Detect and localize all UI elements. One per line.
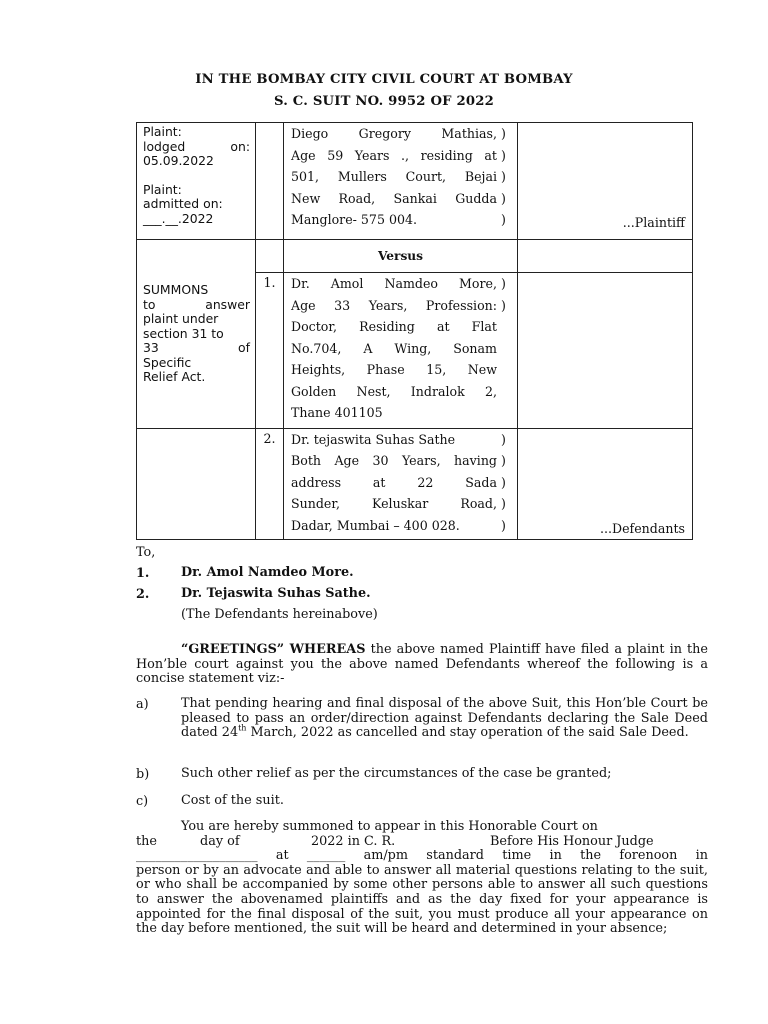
sidebar-lodged-line: lodged on:	[143, 138, 250, 154]
bracket-mark: )	[501, 190, 506, 206]
sidebar-lodged-date: 05.09.2022	[143, 153, 214, 168]
relief-label: c)	[136, 794, 149, 809]
relief-superscript: th	[238, 723, 247, 733]
cause-title-table	[136, 122, 693, 540]
bracket-column	[499, 123, 518, 240]
defendant-1-line: No.704, A Wing, Sonam	[291, 340, 497, 356]
plaintiff-details	[284, 123, 500, 240]
sidebar-summons-line: to answer	[143, 296, 250, 312]
defendant-1-line: Doctor, Residing at Flat	[291, 319, 497, 334]
bracket-mark: )	[501, 431, 506, 447]
summons-line: You are hereby summoned to appear in this Honorable Court on	[181, 819, 598, 834]
bracket-mark: )	[501, 474, 506, 490]
addressee-number: 2.	[136, 587, 150, 602]
defendants-role: ...Defendants	[518, 428, 693, 540]
versus-role-cell	[518, 240, 693, 273]
bracket-mark: )	[501, 147, 506, 163]
sidebar-summons-line: section 31 to	[143, 325, 224, 341]
summons-fragment: Before His Honour Judge	[490, 833, 654, 849]
defendant-2-line: Both Age 30 Years, having	[291, 453, 497, 468]
summons-fragment: day of	[200, 833, 240, 849]
plaintiff-role: ...Plaintiff	[518, 123, 693, 240]
relief-text-part: That pending hearing and final disposal of the above Suit, this Hon’ble Court be pleased to pass an order/direction against Defendants declaring the Sale Deed dated 24	[181, 696, 708, 741]
relief-text: Such other relief as per the circumstances of the case be granted;	[181, 766, 612, 781]
versus-label: Versus	[284, 240, 518, 273]
relief-text: Cost of the suit.	[181, 793, 284, 808]
addressee-number: 1.	[136, 566, 150, 581]
defendant-2-number: 2.	[256, 428, 284, 540]
sidebar-empty	[137, 428, 256, 540]
sidebar-admitted-line: admitted on:	[143, 196, 223, 211]
sidebar-admitted-date: ___.__.2022	[143, 210, 214, 226]
bracket-mark: )	[501, 169, 506, 184]
greetings-heading: “GREETINGS” WHEREAS	[181, 642, 366, 657]
defendant-1-line: Age 33 Years, Profession:	[291, 297, 497, 313]
addressee-name: Dr. Tejaswita Suhas Sathe.	[181, 586, 371, 601]
defendant-1-details	[284, 273, 500, 429]
plaintiff-line: New Road, Sankai Gudda	[291, 190, 497, 206]
summons-fragment: 2022 in C. R.	[311, 833, 396, 849]
sidebar-summons-line: 33 of	[143, 340, 250, 355]
sidebar-summons-line: Relief Act.	[143, 369, 206, 384]
bracket-column	[499, 273, 518, 429]
sidebar-summons-line: SUMMONS	[143, 282, 209, 297]
relief-label: a)	[136, 697, 149, 712]
greetings-text: the above named Plaintiff have filed a plaint in the Hon’ble court against you the above named Defendants whereof the following is a concise statement viz:-	[136, 642, 709, 687]
bracket-mark: )	[501, 517, 506, 533]
summons-body: person or by an advocate and able to answer all material questions relating to the suit, or who shall be accompanied by some other persons able to answer all such questions to answer the abovenamed plaintiffs and as the day fixed for your appearance is appointed for the final disposal of the suit, you must produce all your appearance on the day before mentioned, the suit will be heard and determined in your absence;	[136, 862, 708, 937]
court-title: IN THE BOMBAY CITY CIVIL COURT AT BOMBAY	[195, 72, 573, 87]
plaintiff-line: Manglore- 575 004.	[291, 212, 417, 227]
sidebar-lodged-line: Plaint:	[143, 124, 182, 139]
greetings-paragraph	[136, 643, 708, 687]
sidebar-admitted-line: Plaint:	[143, 181, 182, 197]
defendant-1-number: 1.	[256, 273, 284, 429]
summons-fragment: the	[136, 833, 157, 849]
plaintiff-line: Age 59 Years ., residing at	[291, 147, 497, 163]
bracket-mark: )	[501, 297, 506, 313]
bracket-column	[499, 428, 518, 540]
relief-text	[181, 697, 708, 741]
sidebar-summons	[137, 240, 256, 429]
defendant-1-line: Golden Nest, Indralok 2,	[291, 383, 497, 399]
bracket-mark: )	[501, 276, 506, 291]
summons-paragraph	[136, 820, 708, 937]
defendant-1-line: Dr. Amol Namdeo More,	[291, 276, 497, 291]
bracket-mark: )	[501, 453, 506, 468]
summons-line: ___________________ at ______ am/pm standard time in the forenoon in	[136, 848, 708, 864]
relief-label: b)	[136, 767, 150, 782]
to-label: To,	[136, 545, 156, 560]
defendant-2-line: address at 22 Sada	[291, 474, 497, 490]
bracket-mark: )	[501, 212, 506, 227]
defendant-2-line: Dr. tejaswita Suhas Sathe	[291, 431, 456, 447]
relief-text-part: March, 2022 as cancelled and stay operation of the said Sale Deed.	[246, 725, 689, 741]
defendant-1-line: Heights, Phase 15, New	[291, 362, 497, 377]
bracket-mark: )	[501, 126, 506, 141]
plaintiff-number-cell	[256, 123, 284, 240]
defendant-2-details	[284, 428, 500, 540]
bracket-mark: )	[501, 496, 506, 511]
sidebar-summons-line: Specific	[143, 354, 192, 370]
summons-line-2	[136, 835, 708, 850]
plaintiff-line: Diego Gregory Mathias,	[291, 126, 497, 141]
plaintiff-line: 501, Mullers Court, Bejai	[291, 169, 497, 184]
suit-number: S. C. SUIT NO. 9952 OF 2022	[273, 94, 495, 109]
addressee-name: Dr. Amol Namdeo More.	[181, 565, 354, 580]
defendant-2-line: Sunder, Keluskar Road,	[291, 496, 497, 511]
addressee-note-text: (The Defendants hereinabove)	[181, 607, 378, 622]
sidebar-lodged	[137, 123, 256, 240]
versus-number-cell	[256, 240, 284, 273]
defendant-2-line: Dadar, Mumbai – 400 028.	[291, 517, 460, 533]
defendant-1-line: Thane 401105	[291, 405, 383, 420]
sidebar-summons-line: plaint under	[143, 311, 219, 326]
defendant-1-role-cell	[518, 273, 693, 429]
